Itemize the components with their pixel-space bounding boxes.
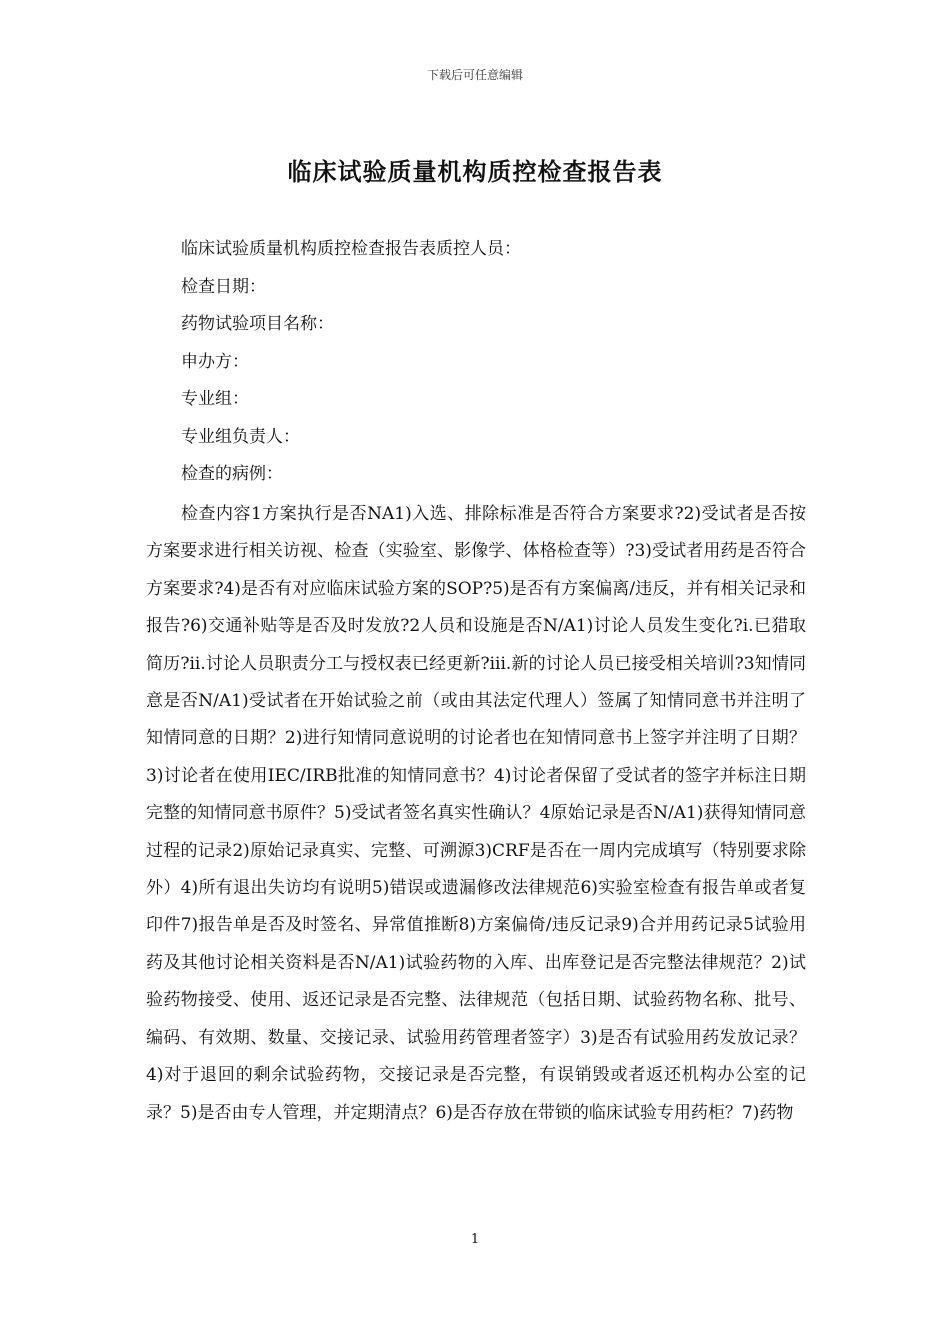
field-qc-staff: 临床试验质量机构质控检查报告表质控人员： bbox=[181, 239, 521, 259]
document-title: 临床试验质量机构质控检查报告表 bbox=[287, 157, 663, 186]
field-inspected-cases: 检查的病例： bbox=[181, 464, 283, 484]
field-group-leader: 专业组负责人： bbox=[181, 426, 300, 447]
body-paragraph: 检查内容1方案执行是否NA1)入选、排除标准是否符合方案要求?2)受试者是否按方案要求进行相关访视、检查（实验室、影像学、体格检查等）?3)受试者用药是否符合方案要求?4)是否有对应临床试验方案的SOP?5)是否有方案偏离/违反，并有相关记录和报告?6)交通补贴等是否及时发放?2人员和设施是否N/A1)讨论人员发生变化?i.已猎取简历?ii.讨论人员职责分工与授权表已经更新?iii.新的讨论人员已接受相关培训?3知情同意是否N/A1)受试者在开始试验之前（或由其法定代理人）签属了知情同意书并注明了知情同意的日期？2)进行知情同意说明的讨论者也在知情同意书上签字并注明了日期？3)讨论者在使用IEC/IRB批准的知情同意书？4)讨论者保留了受试者的签字并标注日期完整的知情同意书原件？5)受试者签名真实性确认？4原始记录是否N/A1)获得知情同意过程的记录2)原始记录真实、完整、可溯源3)CRF是否在一周内完成填写（特别要求除外）4)所有退出失访均有说明5)错误或遗漏修改法律规范6)实验室检查有报告单或者复印件7)报告单是否及时签名、异常值推断8)方案偏倚/违反记录9)合并用药记录5试验用药及其他讨论相关资料是否N/A1)试验药物的入库、出库登记是否完整法律规范？2)试验药物接受、使用、返还记录是否完整、法律规范（包括日期、试验药物名称、批号、编码、有效期、数量、交接记录、试验用药管理者签字）3)是否有试验用药发放记录？4)对于退回的剩余试验药物，交接记录是否完整，有误销毁或者返还机构办公室的记录？5)是否由专人管理，并定期清点？6)是否存放在带锁的临床试验专用药柜？7)药物 bbox=[146, 504, 806, 1123]
field-project-name: 药物试验项目名称： bbox=[181, 314, 334, 334]
field-specialty-group: 专业组： bbox=[181, 389, 249, 409]
field-inspection-date: 检查日期： bbox=[181, 276, 266, 297]
page-number: 1 bbox=[470, 1232, 480, 1247]
form-fields bbox=[181, 234, 521, 497]
page-header-note: 下载后可任意编辑 bbox=[426, 68, 523, 82]
field-sponsor: 申办方： bbox=[181, 351, 249, 372]
